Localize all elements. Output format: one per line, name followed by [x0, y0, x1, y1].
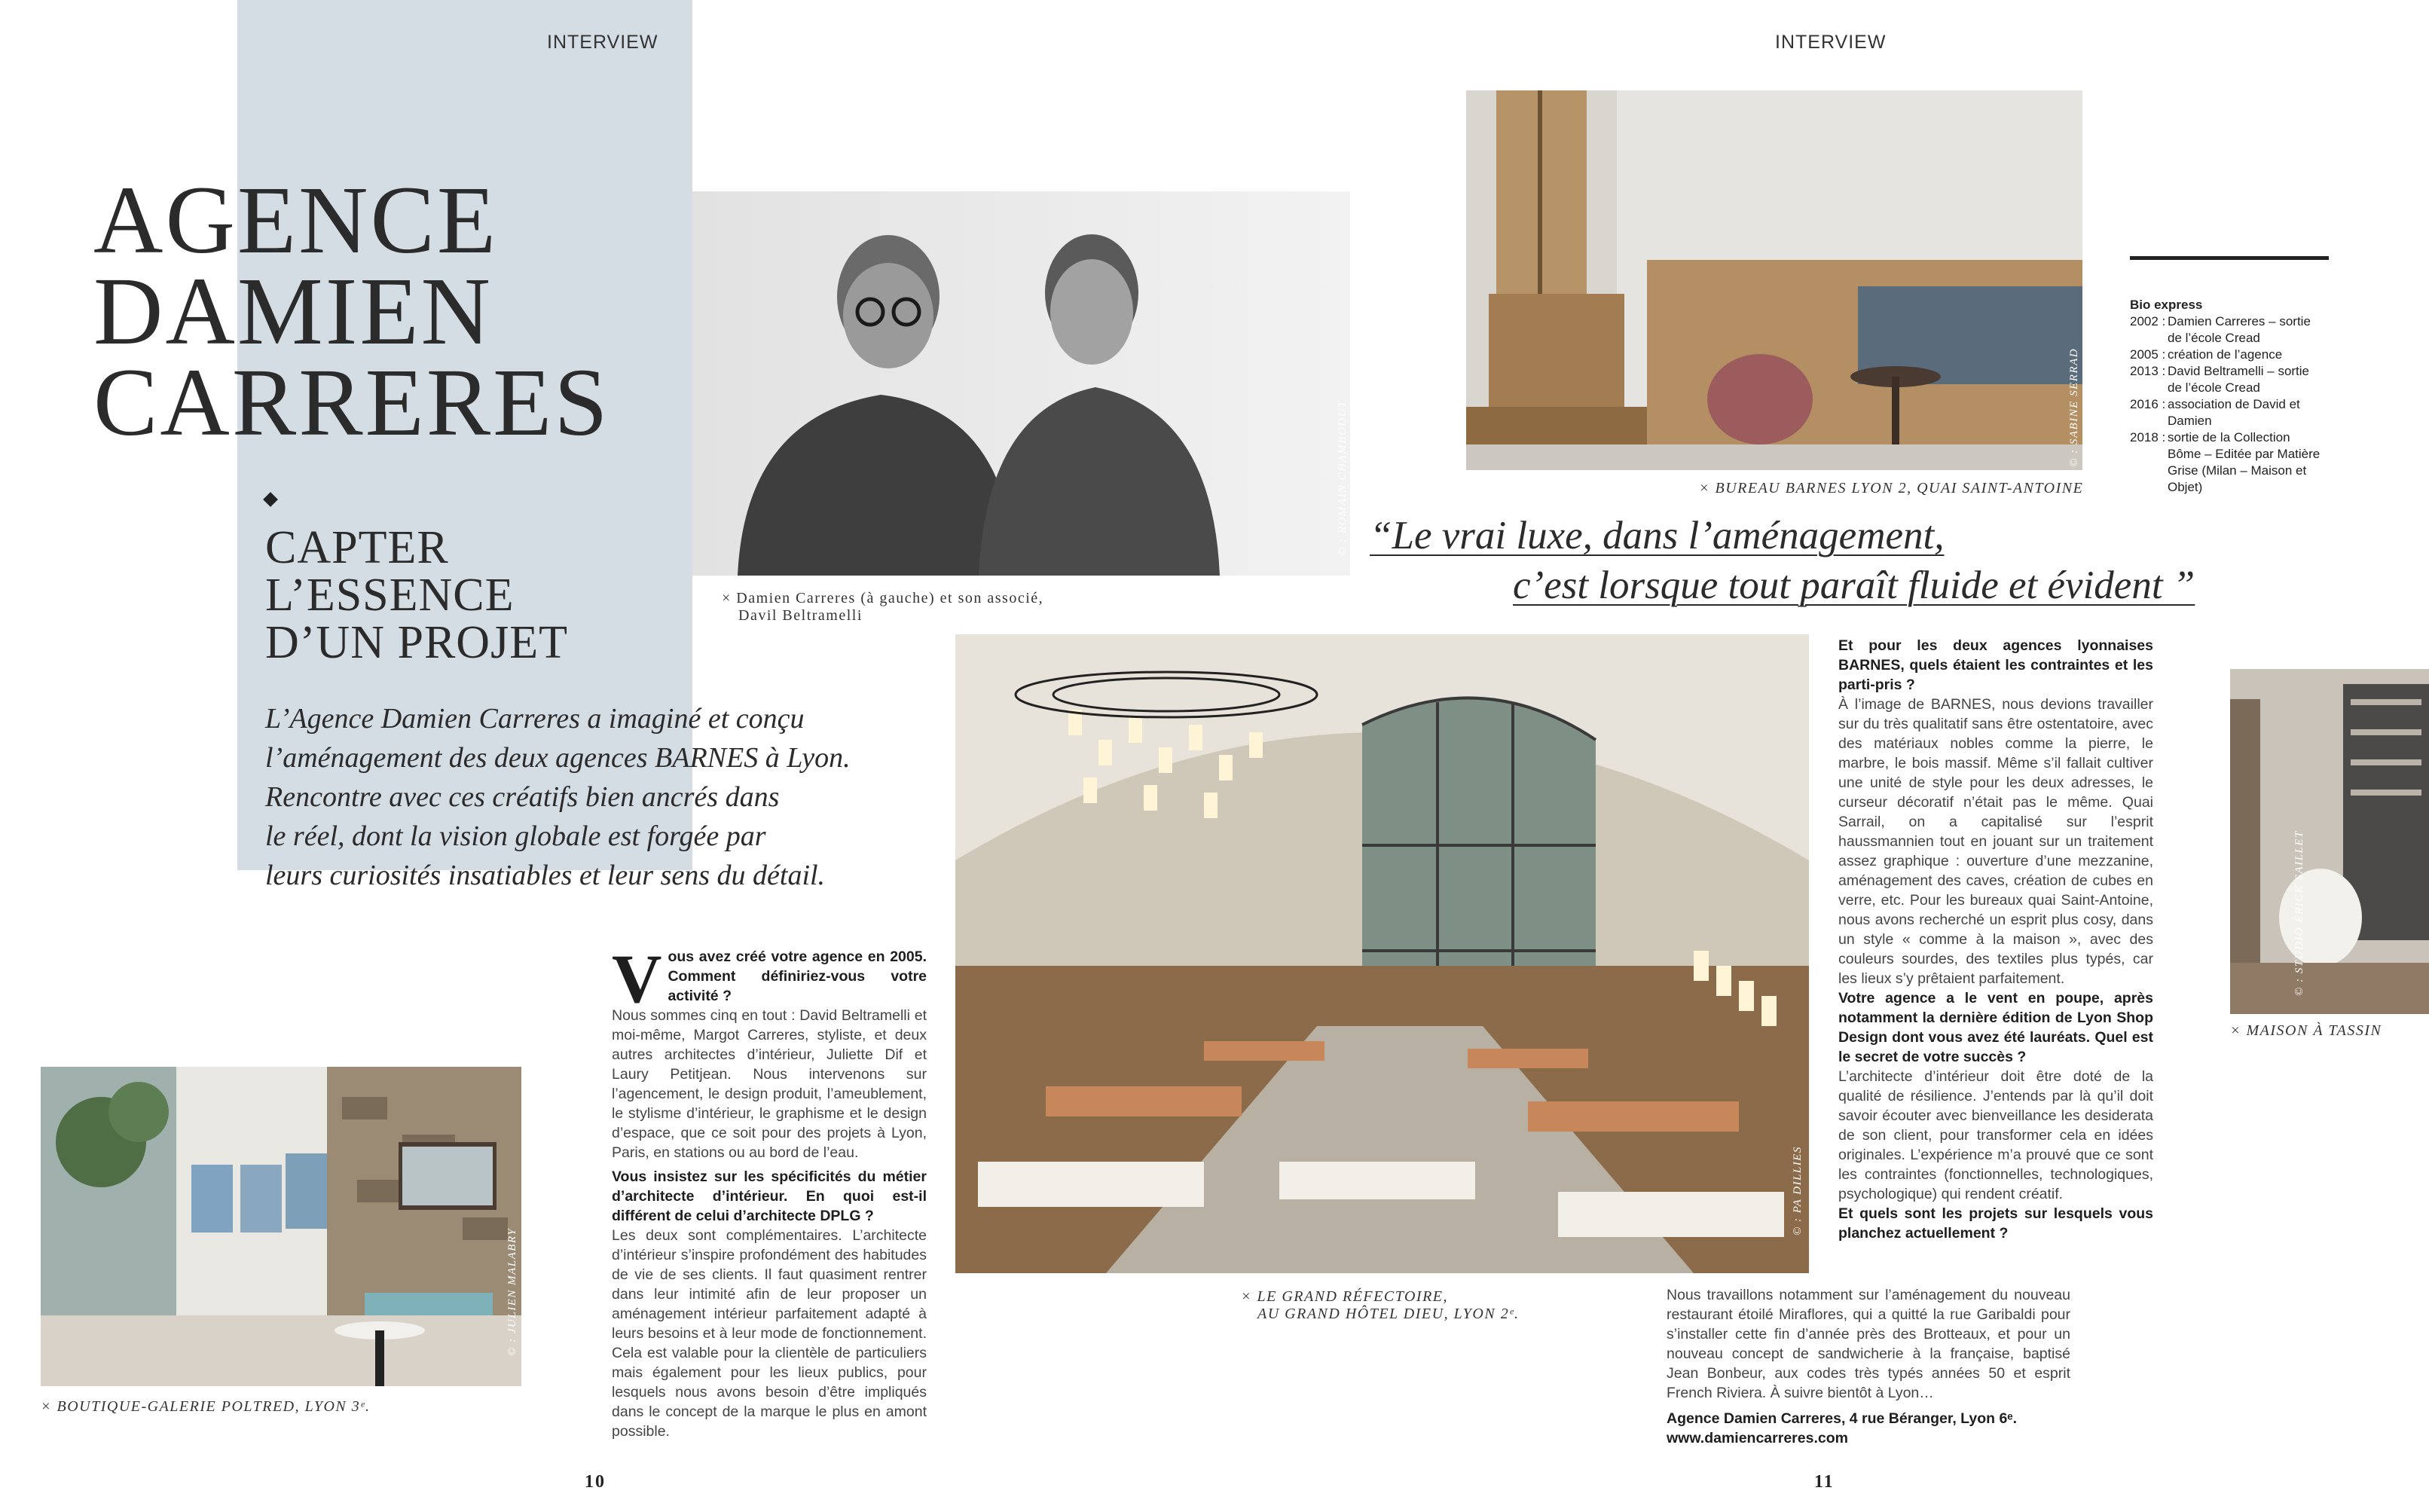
caption-line: AU GRAND HÔTEL DIEU, LYON 2ᵉ.: [1257, 1306, 1520, 1322]
page-number-right: 11: [1814, 1472, 1835, 1492]
photo-credit: © : ROMAIN CHAMBODUT: [1337, 400, 1349, 556]
photo-credit: © : JULIEN MALABRY: [506, 1227, 518, 1356]
intro-line: L’Agence Damien Carreres a imaginé et conçu: [265, 703, 805, 735]
portrait-caption: [722, 590, 1043, 625]
bio-list: [2130, 313, 2326, 496]
title-line: AGENCE: [93, 166, 499, 273]
pull-quote-line: “Le vrai luxe, dans l’aménagement,: [1370, 514, 1945, 557]
interview-column-left: [612, 940, 927, 1441]
barnes-office-photo: [1466, 90, 2082, 470]
bio-text: sortie de la Collection Bôme – Editée par Matière Grise (Milan – Maison et Objet): [2168, 430, 2321, 494]
intro-line: le réel, dont la vision globale est forgée par: [265, 820, 766, 852]
caption-line: × Damien Carreres (à gauche) et son associé,: [722, 590, 1044, 606]
question: Votre agence a le vent en poupe, après notamment la dernière édition de Lyon Shop Design dont vous avez été lauréats. Quel est le secret de votre succès ?: [1838, 990, 2153, 1065]
office-illustration: [1466, 90, 2082, 470]
pull-quote-line: c’est lorsque tout paraît fluide et évident ”: [1513, 564, 2195, 607]
contact-address: Agence Damien Carreres, 4 rue Béranger, Lyon 6ᵉ.: [1667, 1410, 2018, 1427]
bio-text: association de David et Damien: [2168, 397, 2300, 428]
bio-year: 2002 :: [2130, 314, 2166, 328]
bio-year: 2005 :: [2130, 347, 2166, 362]
photo-credit: © : PA DILLIES: [1792, 1146, 1804, 1236]
refectoire-illustration: [955, 634, 1809, 1273]
answer: Les deux sont complémentaires. L’architecte d’intérieur s’inspire profondément des habitudes de vie de ses clients. Il faut quasiment rentrer dans leur intimité afin de leur proposer un aménagement intérieur parfaitement adapté à leurs besoins et à leur mode de fonctionnement. Cela est valable pour la clientèle de particuliers mais également pour les lieux publics, pour lesquels nous avons besoin d’être impliqués dans le concept de la marque le plus en amont possible.: [612, 1227, 927, 1440]
bio-entry: [2130, 363, 2326, 396]
question: ous avez créé votre agence en 2005. Comment définiriez-vous votre activité ?: [668, 948, 927, 1004]
portrait-illustration: [692, 191, 1350, 576]
interview-column-right: [1838, 636, 2153, 1243]
question: Et quels sont les projets sur lesquels vous planchez actuellement ?: [1838, 1205, 2153, 1242]
intro-line: Rencontre avec ces créatifs bien ancrés dans: [265, 781, 780, 813]
intro-line: leurs curiosités insatiables et leur sens du détail.: [265, 860, 826, 891]
caption-line: × LE GRAND RÉFECTOIRE,: [1241, 1288, 1449, 1305]
title-line: DAMIEN: [93, 258, 493, 365]
maison-illustration: [2230, 669, 2429, 1014]
answer: Nous travaillons notamment sur l’aménagement du nouveau restaurant étoilé Miraflores, qui a quitté la rue Garibaldi pour s’installer cette fin d’année près des Brotteaux, et pour un nouveau concept de sandwicherie à la française, baptisé Jean Bonbeur, aux codes très typés années 50 et esprit French Riviera. À suivre bientôt à Lyon…: [1667, 1287, 2070, 1401]
portrait-photo: [692, 191, 1350, 576]
bio-text: création de l’agence: [2168, 347, 2283, 362]
bio-text: David Beltramelli – sortie de l’école Cread: [2168, 364, 2310, 395]
bio-title: Bio express: [2130, 298, 2203, 312]
subtitle-line: L’ESSENCE: [265, 570, 515, 621]
boutique-caption: × BOUTIQUE-GALERIE POLTRED, LYON 3ᵉ.: [41, 1398, 371, 1415]
boutique-photo: [41, 1067, 521, 1386]
bio-entry: [2130, 313, 2326, 347]
question: Et pour les deux agences lyonnaises BARNES, quels étaient les contraintes et les parti-pris ?: [1838, 637, 2153, 693]
maison-photo: [2230, 669, 2429, 1014]
bio-year: 2018 :: [2130, 430, 2166, 444]
refectoire-caption: [1241, 1288, 1519, 1323]
question: Vous insistez sur les spécificités du métier d’architecte d’intérieur. En quoi est-il différent de celui d’architecte DPLG ?: [612, 1168, 927, 1224]
answer: L’architecte d’intérieur doit être doté de la qualité de résilience. J’entends par là qu’il doit savoir écouter avec bienveillance les desiderata de son client, pour transformer cela en idées originales. L’expérience m’a prouvé que ce sont les contraintes (fonctionnelles, technologiques, psychologique) qui rendent créatif.: [1838, 1068, 2153, 1202]
subtitle-line: CAPTER: [265, 522, 449, 573]
running-header-right: INTERVIEW: [1775, 32, 1887, 53]
title-line: CARRERES: [93, 349, 610, 456]
boutique-illustration: [41, 1067, 521, 1386]
pull-quote: [1370, 511, 2195, 610]
answer: Nous sommes cinq en tout : David Beltramelli et moi-même, Margot Carreres, styliste, et deux autres architectes d’intérieur, Juliette Dif et Laury Petitjean. Nous intervenons sur l’agencement, le design produit, l’ameublement, le stylisme d’intérieur, le graphisme et le design d’espace, que ce soit pour des projets à Lyon, Paris, en stations ou au bord de l’eau.: [612, 1007, 927, 1161]
bio-entry: [2130, 396, 2326, 429]
bio-year: 2013 :: [2130, 364, 2166, 378]
intro-line: l’aménagement des deux agences BARNES à Lyon.: [265, 742, 851, 774]
answer: À l’image de BARNES, nous devions travailler sur du très qualitatif sans être ostentatoire, avec des matériaux nobles comme la pierre, le marbre, le bois massif. Même s’il fallait cultiver une unité de style pour les deux adresses, le curseur décoratif n’était pas le même. Quai Sarrail, on a capitalisé sur l’esprit haussmannien tout en jouant sur un traitement assez graphique : ouverture d’une mezzanine, aménagement des caves, création de cubes en verre, etc. Pour les bureaux quai Saint-Antoine, nous avons recherché un esprit plus cosy, dans un style « comme à la maison », avec des couleurs sourdes, des textiles plus typés, car les lieux s’y prêtaient parfaitement.: [1838, 696, 2153, 987]
drop-cap: V: [612, 940, 662, 1017]
running-header-left: INTERVIEW: [547, 32, 658, 53]
caption-line: Davil Beltramelli: [738, 607, 863, 624]
intro-paragraph: [265, 699, 851, 895]
subtitle-line: D’UN PROJET: [265, 617, 568, 668]
article-subtitle: [265, 524, 568, 667]
bio-express: [2130, 297, 2326, 496]
barnes-office-caption: × BUREAU BARNES LYON 2, QUAI SAINT-ANTOINE: [1699, 480, 2084, 496]
photo-credit: © : SABINE SERRAD: [2068, 347, 2080, 467]
article-title: [93, 166, 610, 456]
bio-year: 2016 :: [2130, 397, 2166, 411]
bio-text: Damien Carreres – sortie de l’école Cread: [2168, 314, 2311, 345]
photo-credit: © : STUDIO ERICK SAILLET: [2293, 830, 2305, 996]
page-number-left: 10: [585, 1472, 606, 1492]
bio-rule: [2130, 256, 2329, 260]
bio-entry: [2130, 347, 2326, 363]
bio-entry: [2130, 429, 2326, 496]
contact-website[interactable]: www.damiencarreres.com: [1667, 1430, 1848, 1446]
interview-column-bottom: [1667, 1285, 2070, 1448]
refectoire-photo: [955, 634, 1809, 1273]
maison-caption: × MAISON À TASSIN: [2230, 1022, 2382, 1039]
